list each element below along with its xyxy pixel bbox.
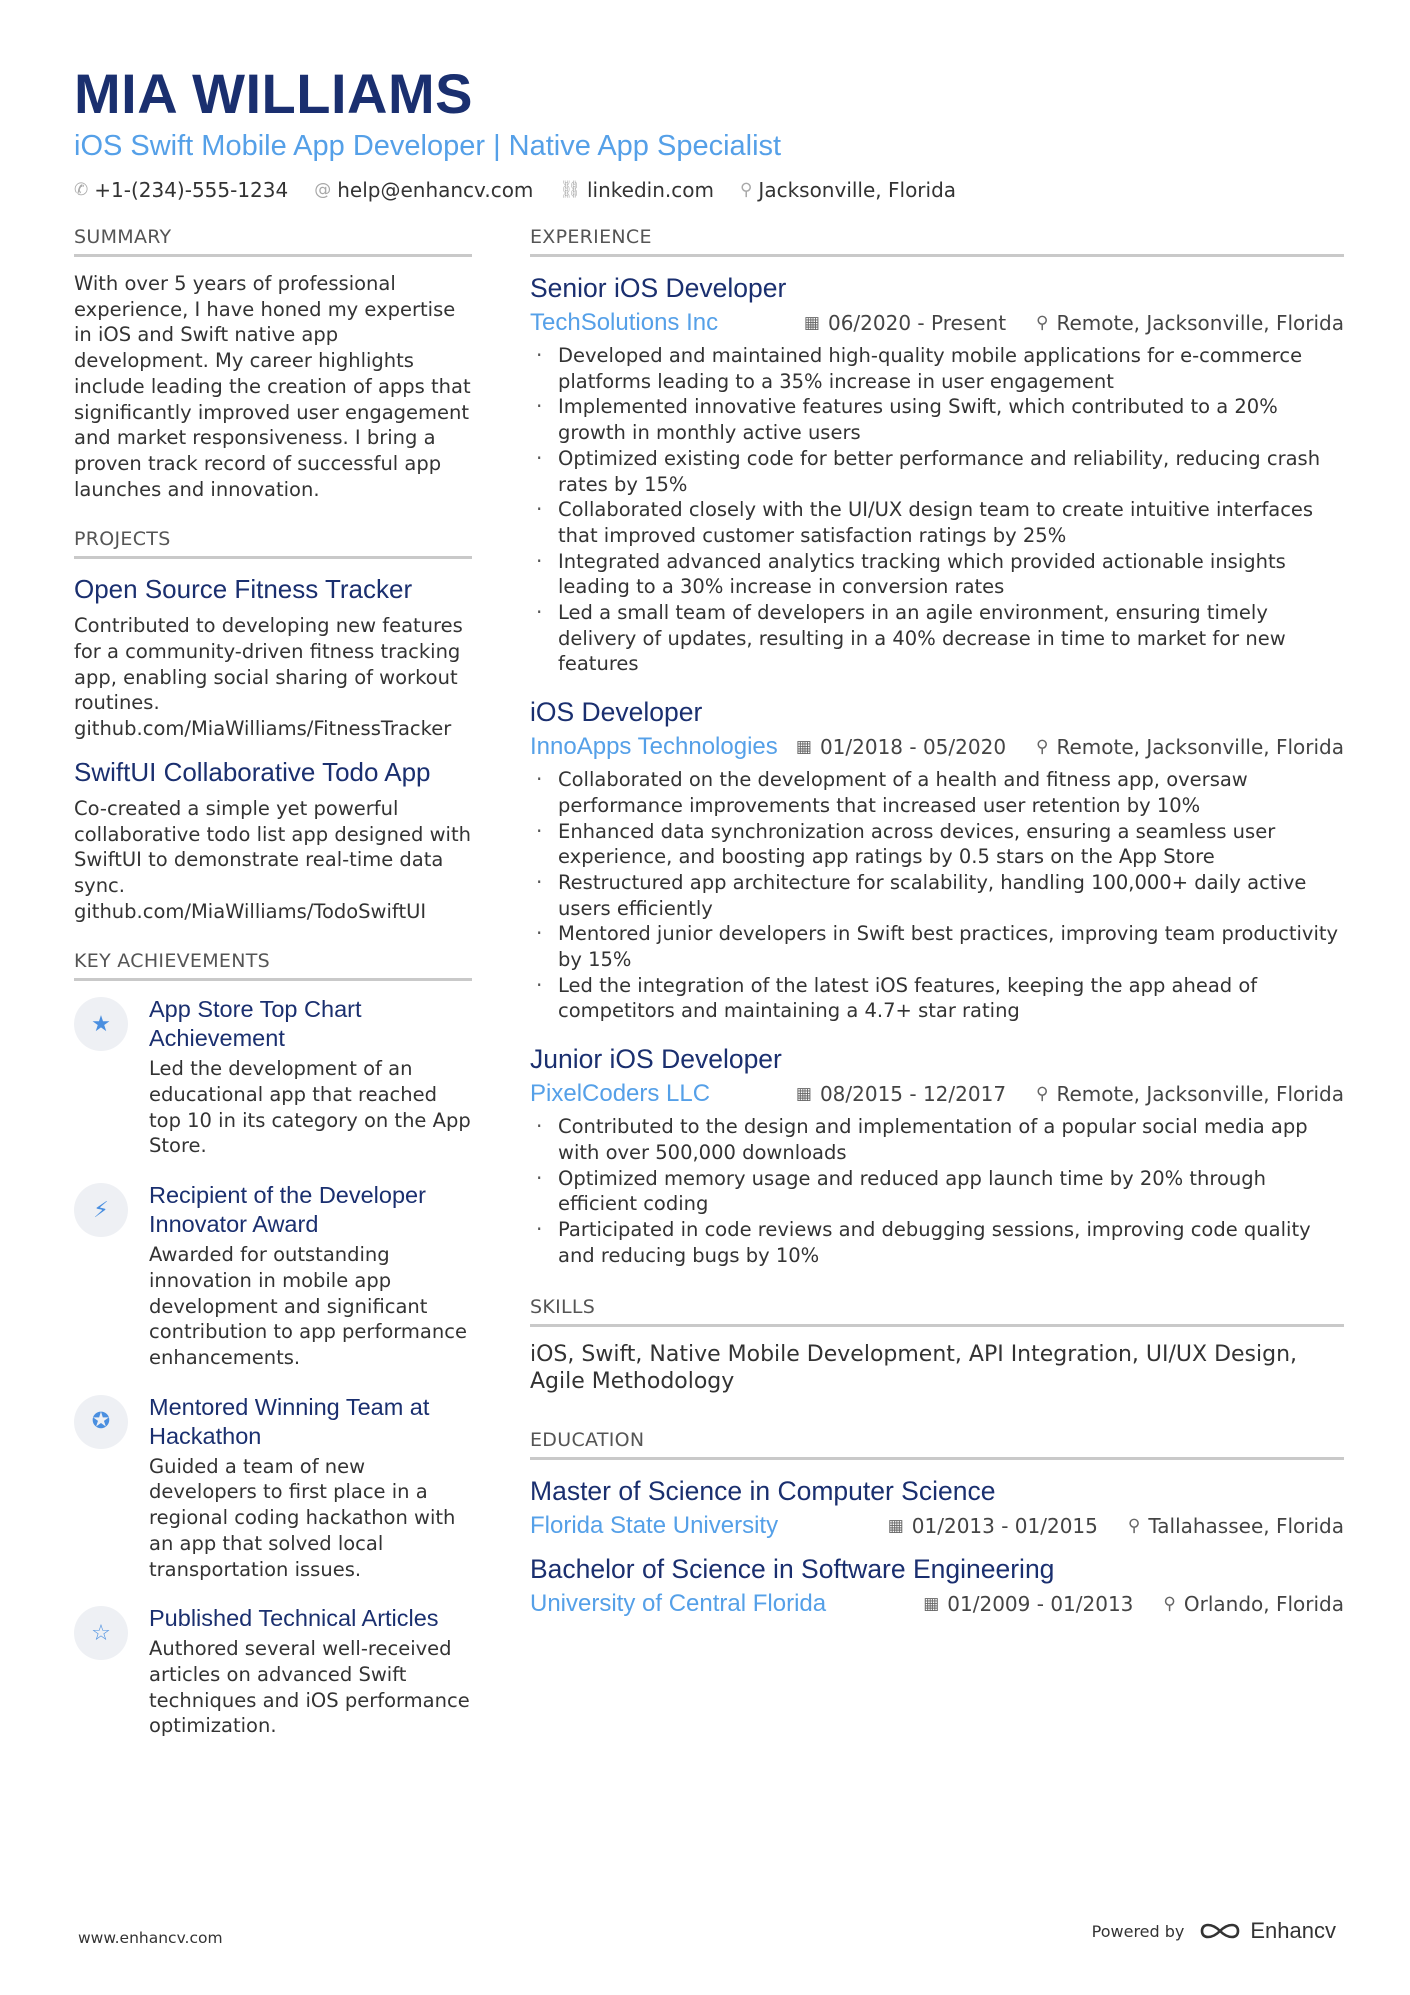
job-entry [530,271,1344,677]
bullet-item: · Collaborated closely with the UI/UX design team to create intuitive interfaces that improved customer satisfaction ratings by 25% [530,497,1344,548]
school-name: University of Central Florida [530,1590,827,1618]
bullet-item: · Enhanced data synchronization across devices, ensuring a seamless user experience, and boosting app ratings by 0.5 stars on the App Store [530,819,1344,870]
right-column [530,226,1344,1765]
brand-name: Enhancv [1250,1918,1336,1943]
job-title: iOS Developer [530,697,703,728]
section-title-summary: SUMMARY [74,226,472,257]
achievement-title: App Store Top Chart Achievement [149,996,362,1052]
job-title: Junior iOS Developer [530,1044,782,1075]
calendar-icon: ▦ [795,737,812,758]
job-entry [530,695,1344,1024]
projects-section [74,528,472,924]
location-pin-icon: ⚲ [739,180,753,200]
experience-section [530,226,1344,1268]
project-description: Co-created a simple yet powerful collaborative todo list app designed with SwiftUI to demonstrate real-time data sync. [74,796,471,897]
achievement-title: Recipient of the Developer Innovator Award [149,1182,426,1238]
location-text: Jacksonville, Florida [758,178,957,202]
degree-title: Bachelor of Science in Software Engineering [530,1554,1055,1585]
bullet-item: · Implemented innovative features using Swift, which contributed to a 20% growth in monthly active users [530,394,1344,445]
job-location: Remote, Jacksonville, Florida [1056,311,1344,335]
bullet-item: · Mentored junior developers in Swift best practices, improving team productivity by 15% [530,921,1344,972]
resume-page [74,62,1344,1765]
project-description: Contributed to developing new features for a community-driven fitness tracking app, enabling social sharing of workout routines. [74,614,463,715]
candidate-name: MIA WILLIAMS [74,62,473,125]
education-dates: 01/2009 - 01/2013 [947,1592,1134,1617]
job-bullets [530,343,1344,677]
email-text: help@enhancv.com [337,178,534,202]
job-bullets [530,767,1344,1024]
achievements-section [74,950,472,1739]
footer-branding [1092,1918,1336,1944]
company-name: InnoApps Technologies [530,733,778,761]
enhancv-logo[interactable] [1198,1918,1336,1944]
project-item [74,756,472,925]
enhancv-logo-icon [1198,1919,1242,1943]
job-location: Remote, Jacksonville, Florida [1056,1082,1344,1107]
summary-section [74,226,472,502]
calendar-icon: ▦ [803,313,820,333]
contact-location [740,178,956,202]
contact-email[interactable] [314,178,533,202]
lightning-icon: ⚡ [74,1183,128,1237]
star-icon: ★ [74,997,128,1051]
at-icon: @ [314,180,332,200]
bullet-item: · Integrated advanced analytics tracking which provided actionable insights leading to a 30% increase in conversion rates [530,549,1344,600]
job-dates: 08/2015 - 12/2017 [819,1082,1007,1107]
project-item [74,573,472,742]
project-title: SwiftUI Collaborative Todo App [74,756,431,787]
company-name: TechSolutions Inc [530,309,719,336]
project-link[interactable]: github.com/MiaWilliams/FitnessTracker [74,717,452,741]
bullet-item: · Restructured app architecture for scalability, handling 100,000+ daily active users efficiently [530,870,1344,921]
achievement-title: Published Technical Articles [149,1605,439,1632]
school-name: Florida State University [530,1512,779,1540]
summary-text: With over 5 years of professional experience, I have honed my expertise in iOS and Swift native app development. My career highlights include leading the creation of apps that significantly improved user engagement and market responsiveness. I bring a proven track record of successful app launches and innovation. [74,272,471,501]
bullet-item: · Led a small team of developers in an agile environment, ensuring timely delivery of updates, resulting in a 40% decrease in time to market for new features [530,600,1344,677]
calendar-icon: ▦ [887,1516,904,1537]
job-location: Remote, Jacksonville, Florida [1056,735,1344,760]
achievement-item [74,995,472,1159]
section-title-skills: SKILLS [530,1296,1344,1327]
achievement-text: Awarded for outstanding innovation in mobile app development and significant contribution to app performance enhancements. [149,1243,467,1369]
achievement-title: Mentored Winning Team at Hackathon [149,1393,430,1449]
skills-list: iOS, Swift, Native Mobile Development, API Integration, UI/UX Design, Agile Methodology [530,1342,1298,1395]
section-title-achievements: KEY ACHIEVEMENTS [74,950,472,981]
education-entry [530,1552,1344,1620]
link-icon: ⛓ [559,180,581,200]
location-pin-icon: ⚲ [1036,313,1049,333]
location-pin-icon: ⚲ [1163,1594,1176,1615]
job-entry [530,1042,1344,1268]
education-dates: 01/2013 - 01/2015 [911,1514,1098,1539]
section-title-projects: PROJECTS [74,528,472,559]
achievement-text: Authored several well-received articles on advanced Swift techniques and iOS performance optimization. [149,1637,470,1738]
degree-title: Master of Science in Computer Science [530,1476,996,1507]
achievement-item [74,1604,472,1739]
skills-section [530,1296,1344,1395]
bullet-item: · Developed and maintained high-quality mobile applications for e-commerce platforms leading to a 35% increase in user engagement [530,343,1344,394]
phone-text: +1-(234)-555-1234 [94,178,289,202]
headline: iOS Swift Mobile App Developer | Native App Specialist [74,130,782,162]
bullet-item: · Optimized existing code for better performance and reliability, reducing crash rates by 15% [530,446,1344,497]
job-dates: 06/2020 - Present [827,311,1007,335]
contact-phone[interactable] [74,178,288,202]
contact-bar [74,178,1344,202]
location-pin-icon: ⚲ [1036,737,1049,758]
bullet-item: · Participated in code reviews and debugging sessions, improving code quality and reducing bugs by 10% [530,1217,1344,1268]
contact-linkedin[interactable] [559,178,714,202]
achievement-item [74,1393,472,1583]
job-dates: 01/2018 - 05/2020 [819,735,1007,760]
powered-by-label: Powered by [1091,1921,1185,1941]
bullet-item: · Optimized memory usage and reduced app launch time by 20% through efficient coding [530,1166,1344,1217]
education-location: Orlando, Florida [1183,1592,1344,1617]
education-section [530,1429,1344,1620]
footer-website[interactable]: www.enhancv.com [78,1929,223,1947]
education-entry [530,1474,1344,1542]
education-location: Tallahassee, Florida [1148,1514,1344,1539]
calendar-icon: ▦ [795,1084,812,1105]
location-pin-icon: ⚲ [1127,1516,1141,1537]
star-outline-icon: ☆ [74,1606,128,1660]
job-bullets [530,1114,1344,1268]
award-ribbon-icon: ✪ [74,1395,128,1449]
bullet-item: · Contributed to the design and implementation of a popular social media app with over 500,000 downloads [530,1114,1344,1165]
section-title-experience: EXPERIENCE [530,226,1344,257]
phone-icon: ✆ [74,180,89,200]
left-column [74,226,472,1765]
project-link[interactable]: github.com/MiaWilliams/TodoSwiftUI [74,899,427,923]
achievement-item [74,1181,472,1371]
achievement-text: Led the development of an educational app that reached top 10 in its category on the App Store. [149,1057,471,1158]
linkedin-text: linkedin.com [587,178,714,202]
calendar-icon: ▦ [923,1594,940,1615]
job-title: Senior iOS Developer [530,273,787,303]
project-title: Open Source Fitness Tracker [74,574,413,605]
section-title-education: EDUCATION [530,1429,1344,1460]
location-pin-icon: ⚲ [1036,1084,1049,1105]
bullet-item: · Led the integration of the latest iOS features, keeping the app ahead of competitors and maintaining a 4.7+ star rating [530,973,1344,1024]
company-name: PixelCoders LLC [530,1080,711,1108]
achievement-text: Guided a team of new developers to first place in a regional coding hackathon with an app that solved local transportation issues. [149,1454,456,1581]
bullet-item: · Collaborated on the development of a health and fitness app, oversaw performance improvements that increased user retention by 10% [530,767,1344,818]
